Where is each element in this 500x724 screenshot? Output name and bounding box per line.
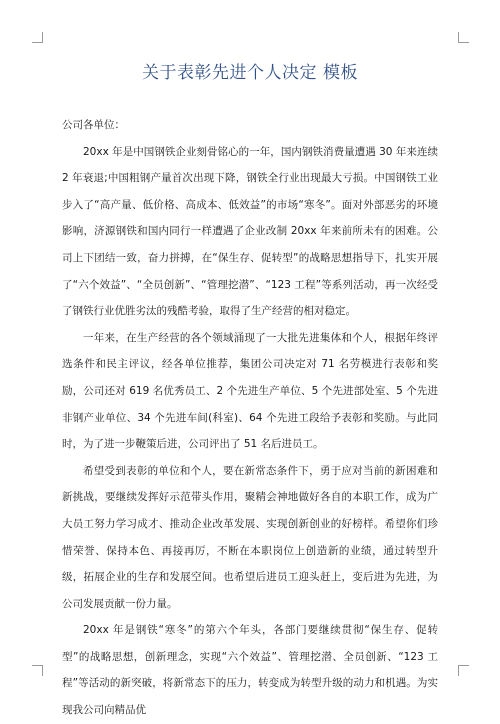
- paragraph-4: 20xx 年是钢铁“寒冬”的第六个年头，各部门要继续贯彻“保生存、促转型”的战略思想，创新理念，实现“六个效益”、管理挖潜、全员创新、“123 工程”等活动的新突破，将新常态下的压力，转变成为转型升级的动力和机遇。为实现我公司向精品优: [62, 624, 438, 717]
- crop-mark-top-right: [458, 32, 469, 43]
- document-title: 关于表彰先进个人决定 模板: [142, 63, 358, 83]
- crop-mark-top-left: [32, 32, 43, 43]
- paragraph-2: 一年来，在生产经营的各个领域涌现了一大批先进集体和个人，根据年终评选条件和民主评议，经各单位推荐，集团公司决定对 71 名劳模进行表彰和奖励，公司还对 619 名优秀员工、2 个先进生产单位、5 个先进部处室、5 个先进非钢产业单位、34 个先进车间(科室)、64 个先进工段给予表彰和奖励。与此同时，为了进一步鞭策后进，公司评出了 51 名后进员工。: [62, 331, 438, 451]
- salutation: 公司各单位：: [62, 119, 125, 131]
- paragraph-3: 希望受到表彰的单位和个人，要在新常态条件下，勇于应对当前的新困难和新挑战，要继续发挥好示范带头作用，聚精会神地做好各自的本职工作，成为广大员工努力学习成才、推动企业改革发展、实现创新创业的好榜样。希望你们珍惜荣誉、保持本色、再接再厉，不断在本职岗位上创造新的业绩，通过转型升级，拓展企业的生存和发展空间。也希望后进员工迎头赶上，变后进为先进，为公司发展贡献一份力量。: [62, 464, 438, 610]
- paragraph-1: 20xx 年是中国钢铁企业刻骨铭心的一年，国内钢铁消费量遭遇 30 年来连续 2 年衰退;中国粗钢产量首次出现下降，钢铁全行业出现最大亏损。中国钢铁工业步入了“高产量、低价格、高成本、低效益”的市场“寒冬”。面对外部恶劣的环境影响，济源钢铁和国内同行一样遭遇了企业改制 20xx 年来前所未有的困难。公司上下团结一致，奋力拼搏，在“保生存、促转型”的战略思想指导下，扎实开展了“六个效益”、“全员创新”、“管理挖潜”、“123 工程”等系列活动，再一次经受了钢铁行业优胜劣汰的残酷考验，取得了生产经营的相对稳定。: [62, 145, 438, 318]
- crop-mark-bottom-left: [32, 665, 43, 676]
- document-body: [62, 60, 438, 724]
- crop-mark-bottom-right: [458, 665, 469, 676]
